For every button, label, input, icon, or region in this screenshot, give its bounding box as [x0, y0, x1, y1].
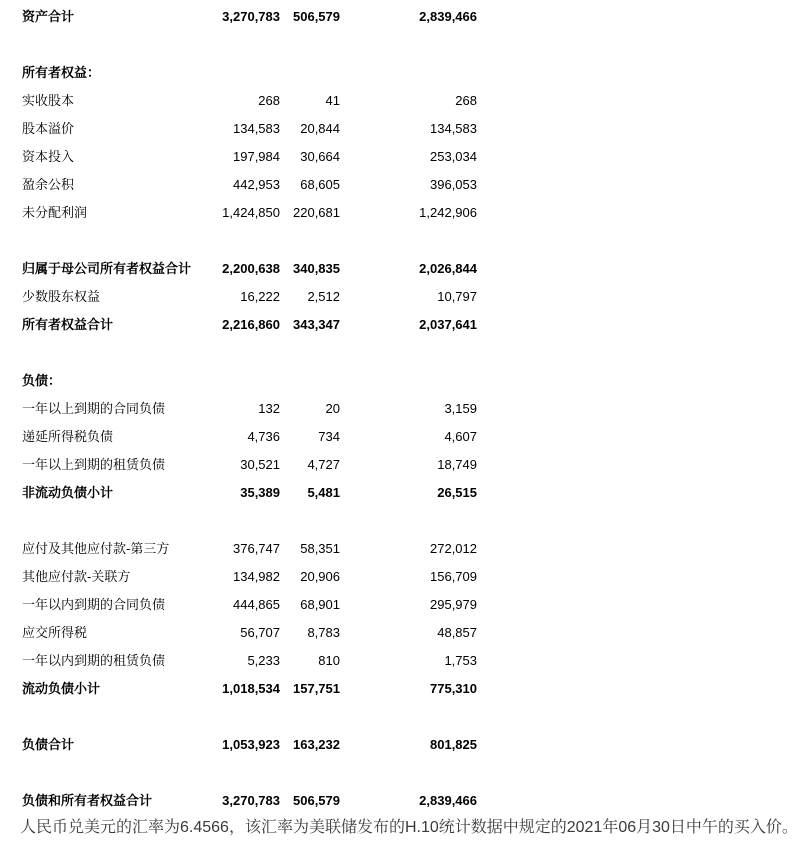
row-value: 156,709 [430, 569, 477, 584]
row-value: 26,515 [437, 485, 477, 500]
row-value: 41 [325, 93, 340, 108]
row-value: 3,159 [444, 401, 477, 416]
table-row [0, 171, 801, 199]
row-value: 506,579 [293, 9, 340, 24]
row-value: 56,707 [240, 625, 280, 640]
row-value [340, 59, 477, 87]
table-row [0, 3, 801, 31]
table-row [0, 199, 801, 227]
table-row [0, 143, 801, 171]
row-value: 2,216,860 [222, 317, 280, 332]
row-value: 444,865 [233, 597, 280, 612]
row-label: 一年以上到期的租赁负债 [22, 457, 166, 472]
row-value: 2,512 [307, 289, 340, 304]
table-row [0, 255, 801, 283]
row-label: 资本投入 [22, 149, 75, 164]
row-value: 340,835 [293, 261, 340, 276]
row-value: 4,736 [247, 429, 280, 444]
row-label: 递延所得税负债 [22, 429, 114, 444]
table-spacer-row [0, 703, 801, 731]
table-row [0, 647, 801, 675]
row-value: 8,783 [307, 625, 340, 640]
row-label: 股本溢价 [22, 121, 75, 136]
table-spacer-row [0, 227, 801, 255]
row-value: 30,664 [300, 149, 340, 164]
row-value: 2,200,638 [222, 261, 280, 276]
row-value: 268 [258, 93, 280, 108]
row-value [280, 59, 340, 87]
row-value: 58,351 [300, 541, 340, 556]
table-row [0, 731, 801, 759]
row-value: 801,825 [430, 737, 477, 752]
row-value: 376,747 [233, 541, 280, 556]
exchange-rate-footnote: 人民币兑美元的汇率为6.4566，该汇率为美联储发布的H.10统计数据中规定的2021年06月30日中午的买入价。 [20, 819, 798, 836]
row-label: 流动负债小计 [22, 681, 101, 696]
row-label: 一年以内到期的合同负债 [22, 597, 166, 612]
row-label: 实收股本 [22, 93, 75, 108]
table-spacer-row [0, 507, 801, 535]
row-value: 442,953 [233, 177, 280, 192]
table-row [0, 87, 801, 115]
row-label: 负债： [22, 373, 62, 388]
row-value: 1,053,923 [222, 737, 280, 752]
row-value: 20,906 [300, 569, 340, 584]
table-row [0, 675, 801, 703]
row-value: 775,310 [430, 681, 477, 696]
row-value [208, 367, 280, 395]
row-value: 2,839,466 [419, 9, 477, 24]
row-value: 134,982 [233, 569, 280, 584]
row-value: 2,839,466 [419, 793, 477, 808]
row-value: 253,034 [430, 149, 477, 164]
row-value: 268 [455, 93, 477, 108]
row-value [280, 367, 340, 395]
table-spacer-row [0, 759, 801, 787]
row-label: 一年以上到期的合同负债 [22, 401, 166, 416]
table-row [0, 535, 801, 563]
table-spacer-row [0, 31, 801, 59]
row-value: 20,844 [300, 121, 340, 136]
row-label: 盈余公积 [22, 177, 75, 192]
row-label: 所有者权益： [22, 65, 101, 80]
row-value: 3,270,783 [222, 793, 280, 808]
row-label: 所有者权益合计 [22, 317, 114, 332]
row-value: 134,583 [430, 121, 477, 136]
table-row [0, 395, 801, 423]
row-value: 343,347 [293, 317, 340, 332]
row-value: 295,979 [430, 597, 477, 612]
table-spacer-row [0, 339, 801, 367]
table-row [0, 787, 801, 815]
row-label: 少数股东权益 [22, 289, 101, 304]
table-row [0, 619, 801, 647]
row-label: 未分配利润 [22, 205, 88, 220]
row-value: 5,233 [247, 653, 280, 668]
table-row [0, 563, 801, 591]
row-label: 应付及其他应付款-第三方 [22, 541, 170, 556]
row-value: 396,053 [430, 177, 477, 192]
row-value: 2,026,844 [419, 261, 477, 276]
row-value: 157,751 [293, 681, 340, 696]
row-value: 2,037,641 [419, 317, 477, 332]
row-value: 48,857 [437, 625, 477, 640]
table-row [0, 311, 801, 339]
row-value: 18,749 [437, 457, 477, 472]
row-label: 一年以内到期的租赁负债 [22, 653, 166, 668]
table-row [0, 283, 801, 311]
table-row [0, 367, 801, 395]
row-value: 1,753 [444, 653, 477, 668]
row-value: 197,984 [233, 149, 280, 164]
table-row [0, 451, 801, 479]
row-value: 272,012 [430, 541, 477, 556]
row-value: 1,018,534 [222, 681, 280, 696]
table-row [0, 423, 801, 451]
row-value: 1,424,850 [222, 205, 280, 220]
row-label: 资产合计 [22, 9, 75, 24]
row-value: 220,681 [293, 205, 340, 220]
row-value: 5,481 [307, 485, 340, 500]
row-value: 4,727 [307, 457, 340, 472]
row-value [208, 59, 280, 87]
row-value [340, 367, 477, 395]
row-value: 68,901 [300, 597, 340, 612]
row-value: 3,270,783 [222, 9, 280, 24]
row-label: 负债和所有者权益合计 [22, 793, 153, 808]
table-row [0, 479, 801, 507]
row-label: 其他应付款-关联方 [22, 569, 131, 584]
table-row [0, 59, 801, 87]
row-value: 30,521 [240, 457, 280, 472]
row-value: 134,583 [233, 121, 280, 136]
table-row [0, 591, 801, 619]
row-value: 4,607 [444, 429, 477, 444]
row-value: 734 [318, 429, 340, 444]
row-value: 16,222 [240, 289, 280, 304]
row-label: 归属于母公司所有者权益合计 [22, 261, 192, 276]
row-label: 负债合计 [22, 737, 75, 752]
row-value: 506,579 [293, 793, 340, 808]
row-value: 810 [318, 653, 340, 668]
row-value: 20 [325, 401, 340, 416]
row-value: 132 [258, 401, 280, 416]
row-value: 1,242,906 [419, 205, 477, 220]
row-value: 35,389 [240, 485, 280, 500]
row-value: 163,232 [293, 737, 340, 752]
row-value: 10,797 [437, 289, 477, 304]
row-value: 68,605 [300, 177, 340, 192]
row-label: 应交所得税 [22, 625, 88, 640]
row-label: 非流动负债小计 [22, 485, 114, 500]
table-row [0, 115, 801, 143]
